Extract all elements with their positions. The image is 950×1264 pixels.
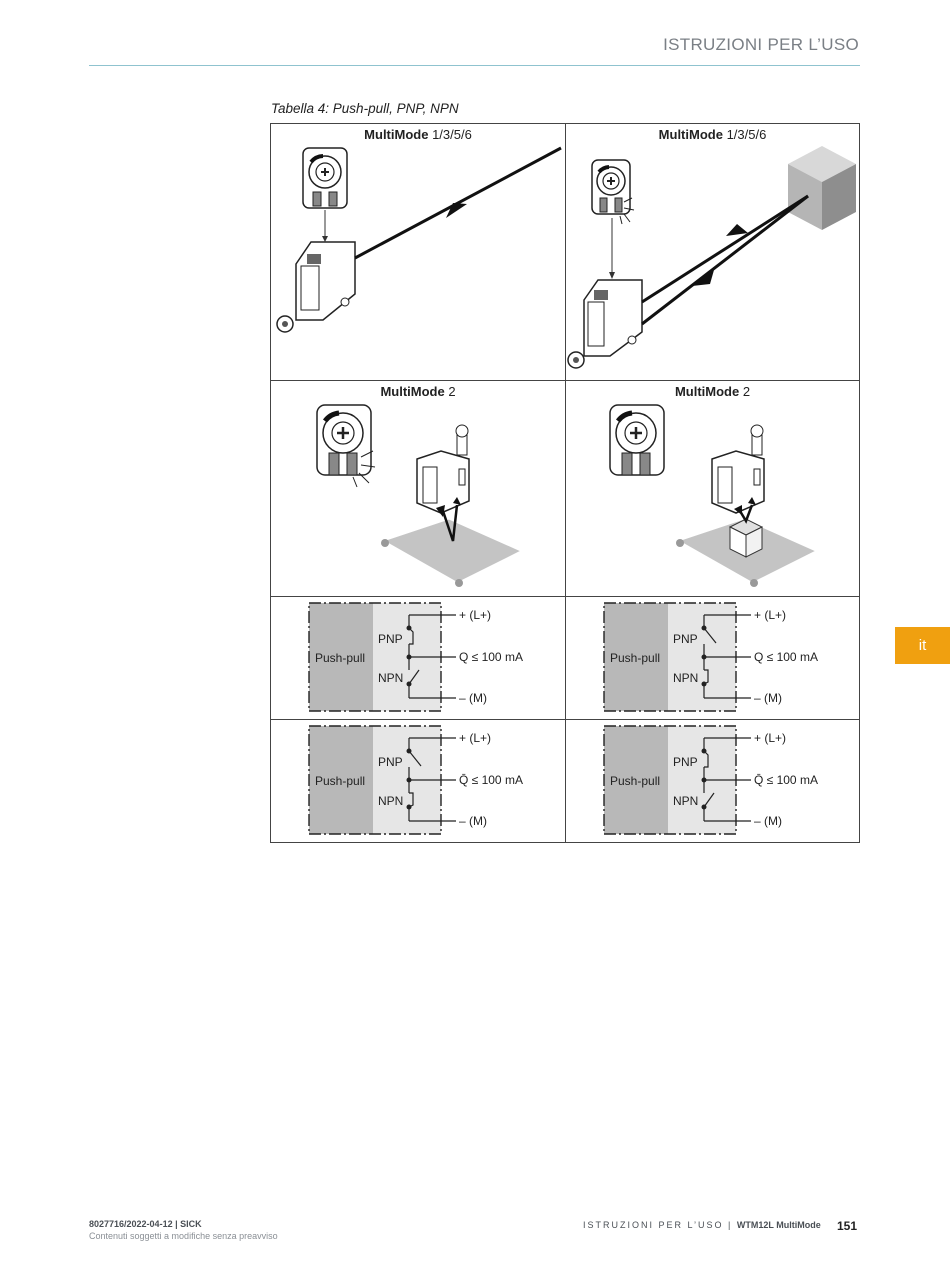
beam-arrow [726,224,748,236]
pnp-label: PNP [673,755,698,769]
doc-reference: 8027716/2022-04-12 | SICK [89,1219,202,1229]
push-pull-label: Push-pull [315,651,366,665]
mode-label: MultiMode [364,127,429,142]
npn-label: NPN [378,671,404,685]
supply-plus-label: + (L+) [754,608,787,622]
cell-circuit-q-left [270,596,566,720]
potentiometer-icon [592,160,634,224]
mode-label: MultiMode [380,384,445,399]
circuit-diagram [271,720,563,842]
cell-multimode-1356-right [565,123,860,381]
cell-multimode-1356-left [270,123,566,381]
supply-minus-label: – (M) [459,691,487,705]
header-rule [89,65,860,66]
sensor-icon [568,280,642,368]
supply-minus-label: – (M) [754,691,782,705]
push-pull-label: Push-pull [610,651,661,665]
product-name: WTM12L MultiMode [736,1220,821,1230]
npn-label: NPN [673,671,699,685]
npn-label: NPN [378,794,404,808]
cell-circuit-qbar-right [565,719,860,843]
cell-circuit-q-right [565,596,860,720]
output-label: Q ≤ 100 mA [754,650,818,664]
circuit-diagram [566,597,858,719]
box-target-icon [730,519,762,557]
mode-number: 1/3/5/6 [726,127,767,142]
sensor-icon [712,425,764,513]
mode-number: 2 [742,384,751,399]
output-label: Q̄ ≤ 100 mA [754,773,818,787]
mode-label: MultiMode [674,384,740,399]
sensor-icon [277,242,355,332]
mode-label: MultiMode [658,127,723,142]
push-pull-label: Push-pull [610,774,661,788]
supply-plus-label: + (L+) [459,731,492,745]
sensor-icon [417,425,469,513]
output-label: Q ≤ 100 mA [459,650,523,664]
push-pull-label: Push-pull [315,774,366,788]
circuit-diagram [271,597,563,719]
table-4 [270,123,860,843]
circuit-diagram [566,720,858,842]
potentiometer-icon [317,405,375,487]
cell-circuit-qbar-left [270,719,566,843]
page-number: 151 [837,1219,858,1233]
cell-multimode-2-right [565,380,860,597]
beam-arrow [446,203,467,218]
sensor-beam-illustration [271,124,565,380]
object-detection-illustration [566,381,859,596]
table-caption: Tabella 4: Push-pull, PNP, NPN [271,101,459,116]
output-label: Q̄ ≤ 100 mA [459,773,523,787]
target-cube-icon [788,146,856,230]
sensor-reflection-illustration [566,124,859,380]
pnp-label: PNP [673,632,698,646]
change-notice: Contenuti soggetti a modifiche senza preavviso [89,1231,278,1241]
npn-label: NPN [673,794,699,808]
mode-number: 2 [448,384,456,399]
supply-plus-label: + (L+) [459,608,492,622]
supply-minus-label: – (M) [754,814,782,828]
pnp-label: PNP [378,755,403,769]
doc-type: ISTRUZIONI PER L’USO | [583,1220,733,1230]
conveyor-icon [381,519,521,587]
potentiometer-icon [610,405,664,475]
footer-left [89,1219,278,1241]
cell-multimode-2-left [270,380,566,597]
mode-number: 1/3/5/6 [432,127,472,142]
background-suppression-illustration [271,381,565,596]
potentiometer-icon [303,148,347,208]
supply-plus-label: + (L+) [754,731,787,745]
supply-minus-label: – (M) [459,814,487,828]
header-title: ISTRUZIONI PER L’USO [663,35,859,54]
language-tab[interactable]: it [895,627,950,664]
pnp-label: PNP [378,632,403,646]
footer-right [583,1220,821,1230]
